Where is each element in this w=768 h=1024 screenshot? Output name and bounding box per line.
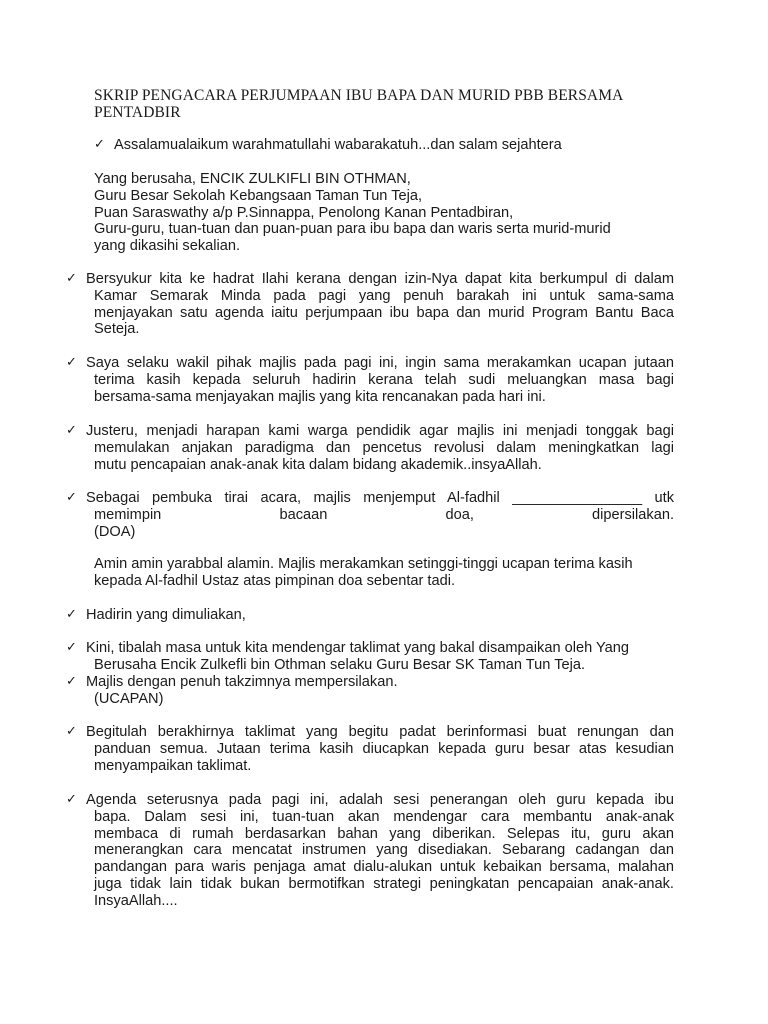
paragraph-line: pandangan para waris penjaga amat dialu-alukan untuk kebaikan bersama, malahan [94,859,674,876]
paragraph-line: (DOA) [94,523,136,540]
check-icon: ✓ [66,724,77,739]
paragraph-hope [86,423,674,473]
check-icon: ✓ [66,271,77,286]
paragraph-closing-briefing [86,724,674,774]
paragraph-line: kepada Al-fadhil Ustaz atas pimpinan doa sebentar tadi. [94,572,456,589]
paragraph-line: Saya selaku wakil pihak majlis pada pagi ini, ingin sama merakamkan ucapan jutaan [86,355,674,371]
address-line: Guru Besar Sekolah Kebangsaan Taman Tun Teja, [94,187,423,204]
paragraph-line: juga tidak lain tidak bukan bermotifkan strategi peningkatan pencapaian anak-anak. [94,875,674,892]
paragraph-line: memulakan anjakan paradigma dan pencetus revolusi dalam meningkatkan lagi [94,439,674,456]
paragraph-line: Justeru, menjadi harapan kami warga pendidik agar majlis ini menjadi tonggak bagi [86,423,674,439]
address-line: Puan Saraswathy a/p P.Sinnappa, Penolong Kanan Pentadbiran, [94,204,514,221]
paragraph-line: Bersyukur kita ke hadrat Ilahi kerana dengan izin-Nya dapat kita berkumpul di dalam [86,271,674,287]
paragraph-line: Agenda seterusnya pada pagi ini, adalah sesi penerangan oleh guru kepada ibu [86,792,674,808]
paragraph-line: Begitulah berakhirnya taklimat yang begitu padat berinformasi buat renungan dan [86,724,674,740]
check-icon: ✓ [66,607,77,622]
paragraph-line: menjayakan satu agenda iaitu perjumpaan ibu bapa dan murid Program Bantu Baca [94,304,674,321]
check-icon: ✓ [66,792,77,807]
check-icon: ✓ [66,674,77,689]
paragraph-line: menerangkan cara mencatat instrumen yang disediakan. Sebarang cadangan dan [94,842,674,859]
check-icon: ✓ [66,490,77,505]
paragraph-line: mutu pencapaian anak-anak kita dalam bidang akademik..insyaAllah. [94,456,542,473]
paragraph-line: bapa. Dalam sesi ini, tuan-tuan akan mendengar cara membantu anak-anak [94,808,674,825]
paragraph-line: panduan semua. Jutaan terima kasih diucapkan kepada guru besar atas kesudian [94,740,674,757]
paragraph-thanks [86,355,674,405]
check-icon: ✓ [66,355,77,370]
paragraph-line: membaca di rumah berdasarkan bahan yang diberikan. Selepas itu, guru akan [94,825,674,842]
address-line: yang dikasihi sekalian. [94,238,241,255]
check-icon: ✓ [66,640,77,655]
paragraph-line: Sebagai pembuka tirai acara, majlis menjemput Al-fadhil ________________ utk [86,490,674,506]
paragraph-briefing [86,640,674,674]
address-line: Yang berusaha, ENCIK ZULKIFLI BIN OTHMAN, [94,171,411,187]
greeting-text: Assalamualaikum warahmatullahi wabarakatuh...dan salam sejahtera [114,137,562,153]
hadirin-text: Hadirin yang dimuliakan, [86,607,246,623]
paragraph-line: Kamar Semarak Minda pada pagi yang penuh barakah ini untuk sama-sama [94,287,674,304]
paragraph-line: Seteja. [94,321,140,338]
address-block [94,171,674,255]
paragraph-line: InsyaAllah.... [94,892,178,909]
paragraph-line: Amin amin yarabbal alamin. Majlis merakamkan setinggi-tinggi ucapan terima kasih [94,556,633,572]
paragraph-line: Majlis dengan penuh takzimnya mempersilakan. [86,674,398,690]
paragraph-line: (UCAPAN) [94,690,164,707]
paragraph-line: memimpin bacaan doa, dipersilakan. [94,506,674,523]
paragraph-invitation [86,674,674,708]
paragraph-line: menyampaikan taklimat. [94,757,252,774]
paragraph-line: Berusaha Encik Zulkefli bin Othman selaku Guru Besar SK Taman Tun Teja. [94,656,586,673]
amin-paragraph [94,556,674,590]
paragraph-prayer [86,490,674,540]
check-icon: ✓ [94,137,105,152]
paragraph-line: Kini, tibalah masa untuk kita mendengar taklimat yang bakal disampaikan oleh Yang [86,640,629,656]
check-icon: ✓ [66,423,77,438]
paragraph-gratitude [86,271,674,338]
paragraph-agenda [86,792,674,910]
paragraph-line: bersama-sama menjayakan majlis yang kita rencanakan pada hari ini. [94,388,546,405]
address-line: Guru-guru, tuan-tuan dan puan-puan para ibu bapa dan waris serta murid-murid [94,221,611,238]
document-title: SKRIP PENGACARA PERJUMPAAN IBU BAPA DAN MURID PBB BERSAMA PENTADBIR [94,87,623,121]
paragraph-line: terima kasih kepada seluruh hadirin kerana telah sudi meluangkan masa bagi [94,371,674,388]
